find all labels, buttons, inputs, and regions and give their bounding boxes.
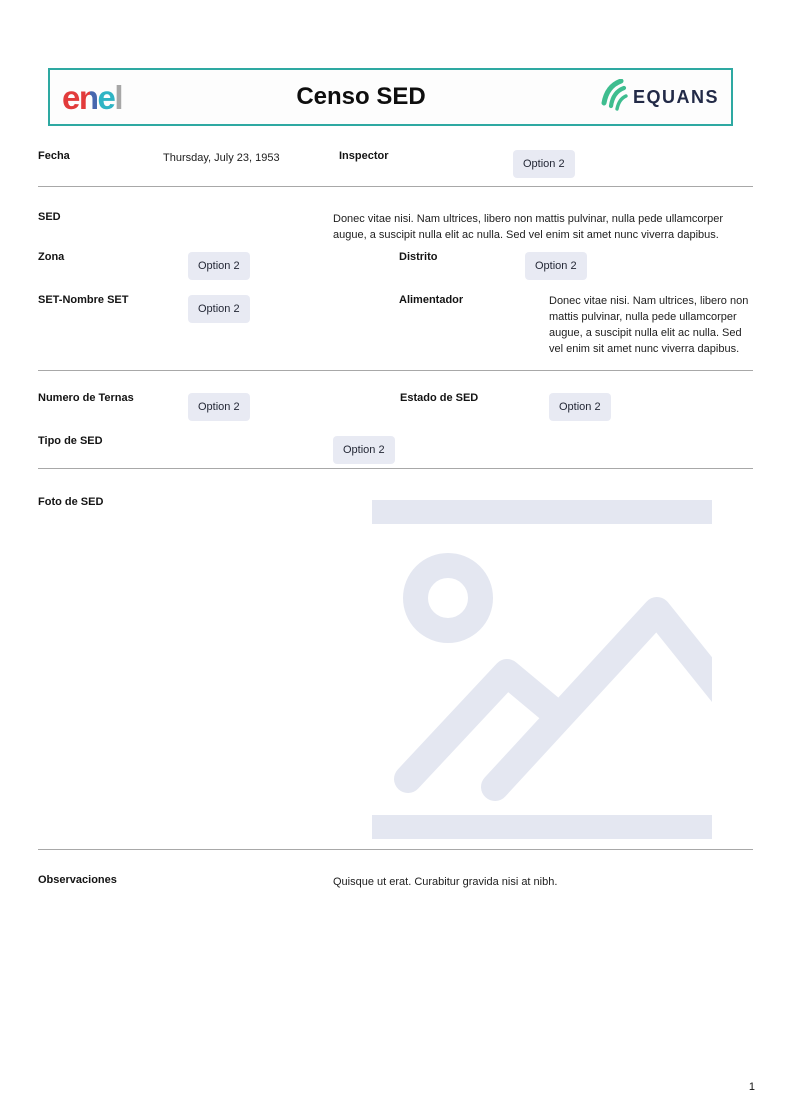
tipo-de-sed-label: Tipo de SED xyxy=(38,435,103,447)
equans-leaf-icon xyxy=(600,79,628,116)
section-divider xyxy=(38,468,753,469)
set-nombre-set-label: SET-Nombre SET xyxy=(38,294,129,306)
distrito-label: Distrito xyxy=(399,251,438,263)
fecha-value: Thursday, July 23, 1953 xyxy=(163,152,280,164)
image-placeholder-icon xyxy=(372,524,712,815)
equans-logo-text: EQUANS xyxy=(632,86,719,107)
section-divider xyxy=(38,370,753,371)
placeholder-bottom-bar xyxy=(372,815,712,839)
sed-label: SED xyxy=(38,211,61,223)
section-divider xyxy=(38,849,753,850)
numero-de-ternas-option-chip[interactable]: Option 2 xyxy=(188,393,250,421)
zona-option-chip[interactable]: Option 2 xyxy=(188,252,250,280)
enel-logo-letter: e xyxy=(97,78,115,116)
observaciones-label: Observaciones xyxy=(38,874,117,886)
placeholder-top-bar xyxy=(372,500,712,524)
foto-de-sed-placeholder xyxy=(372,500,712,839)
page-number: 1 xyxy=(748,1081,755,1093)
zona-label: Zona xyxy=(38,251,65,263)
tipo-de-sed-option-chip[interactable]: Option 2 xyxy=(333,436,395,464)
enel-logo-letter: l xyxy=(114,78,123,116)
estado-de-sed-label: Estado de SED xyxy=(400,392,479,404)
alimentador-label: Alimentador xyxy=(399,294,464,306)
numero-de-ternas-label: Numero de Ternas xyxy=(38,392,134,404)
report-header xyxy=(48,68,733,126)
estado-de-sed-option-chip[interactable]: Option 2 xyxy=(549,393,611,421)
sed-value: Donec vitae nisi. Nam ultrices, libero non mattis pulvinar, nulla pede ullamcorper augue, a suscipit nulla elit ac nulla. Sed vel enim sit amet nunc viverra dapibus. xyxy=(333,213,724,241)
foto-de-sed-label: Foto de SED xyxy=(38,496,104,508)
distrito-option-chip[interactable]: Option 2 xyxy=(525,252,587,280)
inspector-label: Inspector xyxy=(339,150,389,162)
enel-logo-letter: e xyxy=(62,78,79,116)
set-nombre-set-option-chip[interactable]: Option 2 xyxy=(188,295,250,323)
page-title: Censo SED xyxy=(296,83,426,110)
alimentador-value: Donec vitae nisi. Nam ultrices, libero non mattis pulvinar, nulla pede ullamcorper augue, a suscipit nulla elit ac nulla. Sed vel enim sit amet nunc viverra dapibus. xyxy=(549,295,749,355)
equans-logo xyxy=(600,79,719,116)
enel-logo-letter: n xyxy=(78,78,98,116)
section-divider xyxy=(38,186,753,187)
inspector-option-chip[interactable]: Option 2 xyxy=(513,150,575,178)
observaciones-value: Quisque ut erat. Curabitur gravida nisi at nibh. xyxy=(333,876,558,888)
enel-logo xyxy=(62,78,123,116)
fecha-label: Fecha xyxy=(38,150,70,162)
